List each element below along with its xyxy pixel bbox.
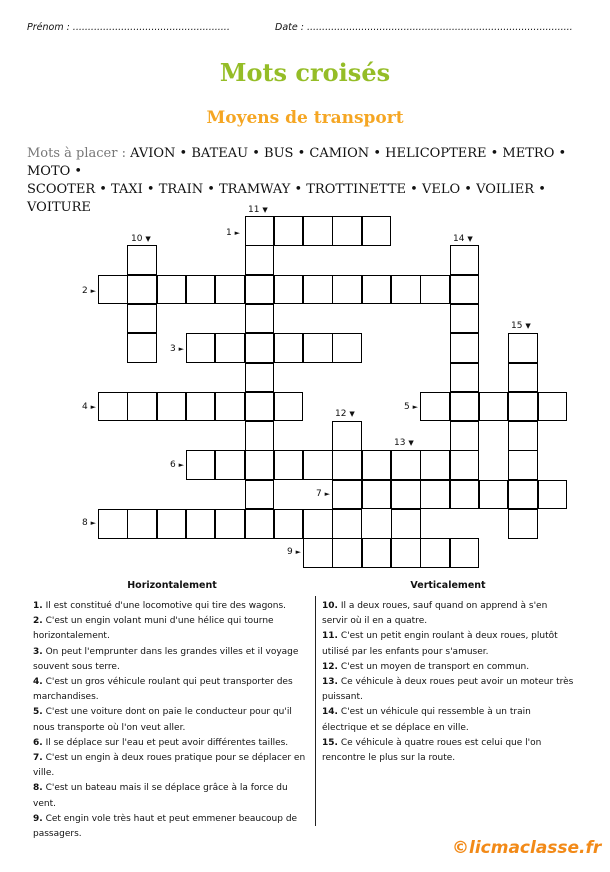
clue-item bbox=[33, 781, 311, 811]
word-list-words-1: AVION • BATEAU • BUS • CAMION • HELICOPTERE • METRO • MOTO • bbox=[27, 146, 567, 179]
clue-item-text: C'est une voiture dont on paie le conducteur pour qu'il nous transporte où l'on veut aller. bbox=[33, 707, 292, 733]
grid-cell[interactable] bbox=[98, 392, 128, 422]
clue-item-text: C'est un engin volant muni d'une hélice qui tourne horizontalement. bbox=[33, 616, 274, 642]
clue-item-text: Ce véhicule à quatre roues est celui que l'on rencontre le plus sur la route. bbox=[322, 737, 542, 764]
grid-cell[interactable] bbox=[186, 275, 216, 305]
clue-item bbox=[33, 599, 311, 614]
grid-cell[interactable] bbox=[303, 333, 333, 363]
clue-item bbox=[33, 812, 311, 842]
grid-cell[interactable] bbox=[303, 450, 333, 480]
grid-cell[interactable] bbox=[479, 392, 509, 422]
clue-item-text: On peut l'emprunter dans les grandes villes et il voyage souvent sous terre. bbox=[33, 646, 299, 672]
grid-cell[interactable] bbox=[245, 275, 275, 305]
clue-item bbox=[322, 675, 574, 705]
clue-item-number: 10. bbox=[322, 601, 338, 611]
clue-item bbox=[33, 645, 311, 675]
grid-cell[interactable] bbox=[538, 480, 568, 510]
clue-item bbox=[322, 629, 574, 659]
grid-cell[interactable] bbox=[127, 245, 157, 275]
grid-cell[interactable] bbox=[450, 392, 480, 422]
grid-cell[interactable] bbox=[450, 333, 480, 363]
grid-cell[interactable] bbox=[450, 421, 480, 451]
clue-number-3: 3 ► bbox=[170, 344, 184, 354]
clue-number-12: 12 ▼ bbox=[335, 409, 355, 419]
clue-item-text: Ce véhicule à deux roues peut avoir un moteur très puissant. bbox=[322, 677, 574, 703]
clue-item-number: 4. bbox=[33, 677, 43, 688]
grid-cell[interactable] bbox=[274, 509, 304, 539]
clue-number-7: 7 ► bbox=[316, 489, 330, 499]
word-list-line-2: SCOOTER • TAXI • TRAIN • TRAMWAY • TROTTINETTE • VELO • VOILIER • VOITURE bbox=[27, 182, 546, 215]
grid-cell[interactable] bbox=[127, 275, 157, 305]
clue-item-text: Il est constitué d'une locomotive qui tire des wagons. bbox=[45, 601, 287, 611]
clue-item bbox=[33, 705, 311, 735]
clue-number-4: 4 ► bbox=[82, 402, 96, 412]
clue-item-text: Il se déplace sur l'eau et peut avoir différentes tailles. bbox=[45, 737, 289, 748]
grid-cell[interactable] bbox=[332, 480, 362, 510]
grid-cell[interactable] bbox=[362, 450, 392, 480]
grid-cell[interactable] bbox=[332, 333, 362, 363]
grid-cell[interactable] bbox=[362, 538, 392, 568]
grid-cell[interactable] bbox=[245, 392, 275, 422]
grid-cell[interactable] bbox=[332, 216, 362, 246]
clue-item bbox=[33, 675, 311, 705]
clue-item bbox=[33, 751, 311, 781]
grid-cell[interactable] bbox=[362, 480, 392, 510]
clue-number-14: 14 ▼ bbox=[453, 234, 473, 244]
clue-item-number: 13. bbox=[322, 677, 338, 688]
grid-cell[interactable] bbox=[420, 450, 450, 480]
grid-cell[interactable] bbox=[420, 392, 450, 422]
column-divider bbox=[315, 596, 316, 826]
grid-cell[interactable] bbox=[332, 421, 362, 451]
page-title: Mots croisés bbox=[219, 58, 391, 87]
grid-cell[interactable] bbox=[186, 333, 216, 363]
grid-cell[interactable] bbox=[303, 509, 333, 539]
grid-cell[interactable] bbox=[215, 275, 245, 305]
clue-item-text: C'est un petit engin roulant à deux roues, plutôt utilisé par les enfants pour s'amuser. bbox=[322, 631, 558, 657]
grid-cell[interactable] bbox=[332, 509, 362, 539]
grid-cell[interactable] bbox=[245, 509, 275, 539]
clue-item bbox=[322, 660, 574, 675]
grid-cell[interactable] bbox=[245, 245, 275, 275]
grid-cell[interactable] bbox=[538, 392, 568, 422]
clue-item-text: Il a deux roues, sauf quand on apprend à s'en servir où il en a quatre. bbox=[322, 601, 548, 627]
clue-item-text: Cet engin vole très haut et peut emmener beaucoup de passagers. bbox=[33, 813, 298, 840]
grid-cell[interactable] bbox=[186, 392, 216, 422]
page-subtitle: Moyens de transport bbox=[206, 108, 404, 128]
grid-cell[interactable] bbox=[127, 509, 157, 539]
clue-item-text: C'est un engin à deux roues pratique pour se déplacer en ville. bbox=[33, 753, 306, 779]
grid-cell[interactable] bbox=[420, 275, 450, 305]
grid-cell[interactable] bbox=[215, 392, 245, 422]
grid-cell[interactable] bbox=[362, 275, 392, 305]
grid-cell[interactable] bbox=[303, 538, 333, 568]
clue-item bbox=[322, 599, 574, 629]
clue-item-number: 7. bbox=[33, 753, 43, 764]
grid-cell[interactable] bbox=[420, 538, 450, 568]
grid-cell[interactable] bbox=[274, 450, 304, 480]
clue-number-5: 5 ► bbox=[404, 402, 418, 412]
clue-item-number: 1. bbox=[33, 601, 43, 611]
prenom-field[interactable]: Prénom : .................................................... bbox=[27, 22, 230, 33]
grid-cell[interactable] bbox=[98, 275, 128, 305]
clue-number-1: 1 ► bbox=[226, 228, 240, 238]
clue-item-number: 3. bbox=[33, 646, 43, 657]
date-field[interactable]: Date : ........................................................................................ bbox=[275, 22, 573, 33]
grid-cell[interactable] bbox=[157, 275, 187, 305]
grid-cell[interactable] bbox=[391, 275, 421, 305]
grid-cell[interactable] bbox=[215, 450, 245, 480]
grid-cell[interactable] bbox=[303, 275, 333, 305]
grid-cell[interactable] bbox=[450, 538, 480, 568]
grid-cell[interactable] bbox=[245, 333, 275, 363]
grid-cell[interactable] bbox=[245, 216, 275, 246]
grid-cell[interactable] bbox=[508, 392, 538, 422]
grid-cell[interactable] bbox=[157, 509, 187, 539]
clue-item bbox=[33, 614, 311, 644]
clue-item-number: 6. bbox=[33, 737, 43, 748]
grid-cell[interactable] bbox=[98, 509, 128, 539]
vertical-clues bbox=[322, 599, 574, 766]
horizontal-clues bbox=[33, 599, 311, 842]
clue-item-text: C'est un gros véhicule roulant qui peut transporter des marchandises. bbox=[33, 677, 293, 703]
grid-cell[interactable] bbox=[245, 304, 275, 334]
grid-cell[interactable] bbox=[508, 333, 538, 363]
grid-cell[interactable] bbox=[186, 509, 216, 539]
grid-cell[interactable] bbox=[508, 509, 538, 539]
clue-number-10: 10 ▼ bbox=[131, 234, 151, 244]
grid-cell[interactable] bbox=[450, 450, 480, 480]
clue-item-number: 11. bbox=[322, 631, 338, 642]
grid-cell[interactable] bbox=[215, 333, 245, 363]
clue-item-number: 5. bbox=[33, 707, 43, 718]
grid-cell[interactable] bbox=[508, 450, 538, 480]
site-logo: ©licmaclasse.fr bbox=[452, 838, 602, 858]
clue-item-text: C'est un bateau mais il se déplace grâce à la force du vent. bbox=[33, 783, 288, 809]
clue-number-11: 11 ▼ bbox=[248, 205, 268, 215]
clue-item-number: 2. bbox=[33, 616, 43, 627]
clue-item-number: 15. bbox=[322, 737, 338, 748]
clue-number-8: 8 ► bbox=[82, 518, 96, 528]
grid-cell[interactable] bbox=[332, 275, 362, 305]
grid-cell[interactable] bbox=[332, 450, 362, 480]
clue-number-2: 2 ► bbox=[82, 286, 96, 296]
clue-item-text: C'est un véhicule qui ressemble à un train électrique et se déplace en ville. bbox=[322, 707, 531, 733]
clue-item bbox=[33, 736, 311, 751]
clue-item-number: 14. bbox=[322, 707, 338, 718]
clue-item-number: 12. bbox=[322, 661, 338, 672]
grid-cell[interactable] bbox=[186, 450, 216, 480]
grid-cell[interactable] bbox=[450, 275, 480, 305]
horizontal-heading: Horizontalement bbox=[127, 580, 217, 591]
grid-cell[interactable] bbox=[450, 480, 480, 510]
grid-cell[interactable] bbox=[508, 480, 538, 510]
word-list-label: Mots à placer : bbox=[27, 146, 126, 161]
clue-item-number: 9. bbox=[33, 813, 43, 824]
grid-cell[interactable] bbox=[157, 392, 187, 422]
clue-number-6: 6 ► bbox=[170, 460, 184, 470]
grid-cell[interactable] bbox=[127, 333, 157, 363]
grid-cell[interactable] bbox=[245, 421, 275, 451]
clue-item bbox=[322, 705, 574, 735]
grid-cell[interactable] bbox=[215, 509, 245, 539]
grid-cell[interactable] bbox=[391, 538, 421, 568]
grid-cell[interactable] bbox=[420, 480, 450, 510]
vertical-heading: Verticalement bbox=[410, 580, 486, 591]
grid-cell[interactable] bbox=[450, 245, 480, 275]
grid-cell[interactable] bbox=[274, 216, 304, 246]
clue-number-15: 15 ▼ bbox=[511, 321, 531, 331]
grid-cell[interactable] bbox=[391, 509, 421, 539]
grid-cell[interactable] bbox=[391, 480, 421, 510]
grid-cell[interactable] bbox=[362, 216, 392, 246]
clue-number-13: 13 ▼ bbox=[394, 438, 414, 448]
grid-cell[interactable] bbox=[508, 363, 538, 393]
clue-number-9: 9 ► bbox=[287, 547, 301, 557]
clue-item-number: 8. bbox=[33, 783, 43, 794]
grid-cell[interactable] bbox=[508, 421, 538, 451]
grid-cell[interactable] bbox=[127, 392, 157, 422]
grid-cell[interactable] bbox=[391, 450, 421, 480]
grid-cell[interactable] bbox=[479, 480, 509, 510]
grid-cell[interactable] bbox=[450, 304, 480, 334]
grid-cell[interactable] bbox=[127, 304, 157, 334]
grid-cell[interactable] bbox=[245, 450, 275, 480]
grid-cell[interactable] bbox=[245, 480, 275, 510]
grid-cell[interactable] bbox=[274, 392, 304, 422]
grid-cell[interactable] bbox=[450, 363, 480, 393]
grid-cell[interactable] bbox=[274, 333, 304, 363]
clue-item-text: C'est un moyen de transport en commun. bbox=[340, 661, 530, 672]
grid-cell[interactable] bbox=[274, 275, 304, 305]
grid-cell[interactable] bbox=[245, 363, 275, 393]
grid-cell[interactable] bbox=[332, 538, 362, 568]
grid-cell[interactable] bbox=[303, 216, 333, 246]
clue-item bbox=[322, 736, 574, 766]
